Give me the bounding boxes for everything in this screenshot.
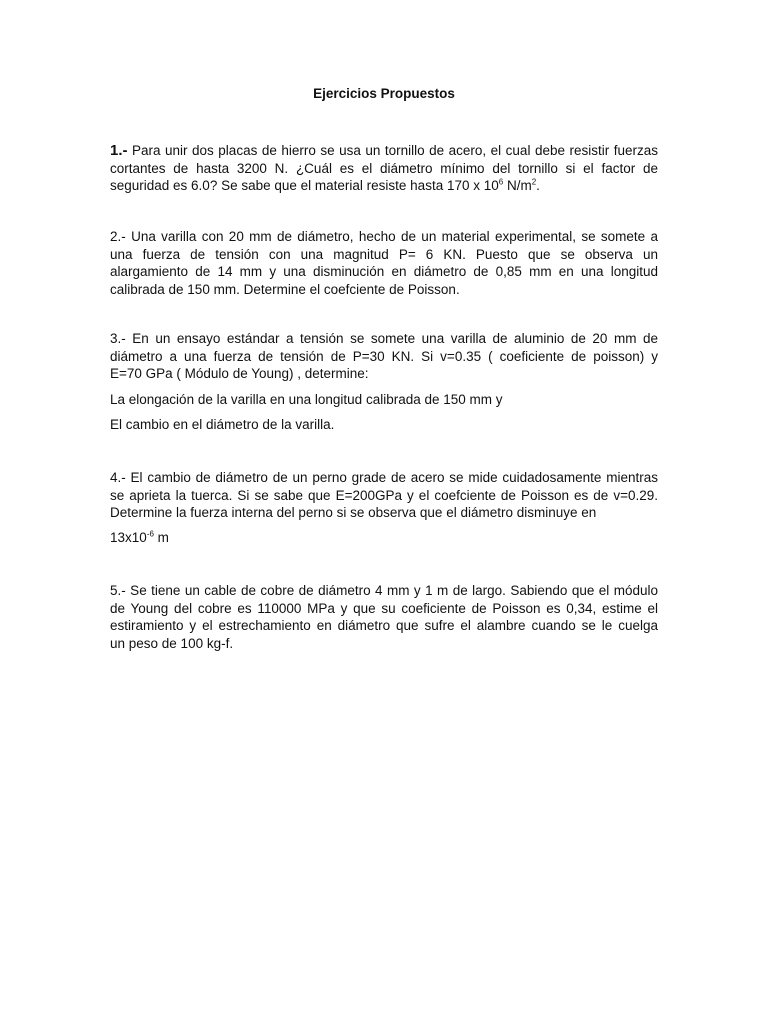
exercise-2-line-4: calibrada de 150 mm. Determine el coefciente de Poisson.	[110, 281, 460, 297]
exercise-1-unit-exponent: 2	[531, 177, 537, 187]
exercise-5-line-4: un peso de 100 kg-f.	[110, 635, 234, 651]
exercise-5-line-3: estiramiento y el estrechamiento en diámetro que sufre el alambre cuando se le cuelga	[110, 618, 658, 633]
exercise-1-line-3	[110, 177, 658, 195]
exercise-3	[110, 330, 658, 383]
exercise-4-line-3: Determine la fuerza interna del perno si se observa que el diámetro disminuye en	[110, 505, 597, 520]
exercise-4-value-exponent: -6	[146, 529, 154, 539]
exercise-3-line-2: diámetro a una fuerza de tensión de P=30 KN. Si v=0.35 ( coeficiente de poisson) y	[110, 348, 658, 364]
exercise-3-part-b: El cambio en el diámetro de la varilla.	[110, 417, 335, 432]
exercise-1	[110, 142, 658, 195]
exercise-4-line-1: 4.- El cambio de diámetro de un perno grade de acero se mide cuidadosamente mientras	[110, 470, 658, 485]
exercise-3-line-3: E=70 GPa ( Módulo de Young) , determine:	[110, 366, 369, 381]
exercise-2-line-3: alargamiento de 14 mm y una disminución en diámetro de 0,85 mm en una longitud	[110, 264, 658, 279]
exercise-2-line-2: una fuerza de tensión con una magnitud P= 6 KN. Puesto que se observa un	[110, 246, 658, 262]
exercise-5	[110, 582, 658, 652]
exercise-2	[110, 228, 658, 298]
exercise-1-unit: N/m	[503, 178, 532, 193]
exercise-4-value-unit: m	[153, 530, 169, 545]
exercise-5-line-1: 5.- Se tiene un cable de cobre de diámetro 4 mm y 1 m de largo. Sabiendo que el módulo	[110, 583, 658, 598]
exercise-1-text-3a: seguridad es 6.0? Se sabe que el material resiste hasta 170 x 10	[110, 178, 499, 193]
exercise-1-line-1	[110, 142, 658, 160]
exercise-5-line-2: de Young del cobre es 110000 MPa y que su coeficiente de Poisson es 0,34, estime el	[110, 600, 658, 616]
exercise-1-period: .	[536, 178, 540, 193]
document-title: Ejercicios Propuestos	[313, 86, 455, 101]
exercise-1-number: 1.-	[110, 142, 128, 159]
exercise-1-text-1: Para unir dos placas de hierro se usa un tornillo de acero, el cual debe resistir fuerzas	[132, 143, 658, 158]
exercise-4-value	[110, 529, 169, 547]
exercise-4-line-2: se aprieta la tuerca. Si se sabe que E=200GPa y el coefciente de Poisson es de v=0.29.	[110, 487, 658, 503]
exercise-3-part-a: La elongación de la varilla en una longitud calibrada de 150 mm y	[110, 392, 503, 407]
exercise-2-line-1: 2.- Una varilla con 20 mm de diámetro, hecho de un material experimental, se somete a	[110, 229, 658, 244]
exercise-3-line-1: 3.- En un ensayo estándar a tensión se somete una varilla de aluminio de 20 mm de	[110, 331, 658, 346]
exercise-1-exponent: 6	[498, 177, 504, 187]
exercise-4-value-base: 13x10	[110, 530, 147, 545]
exercise-4	[110, 469, 658, 522]
exercise-1-line-2: cortantes de hasta 3200 N. ¿Cuál es el diámetro mínimo del tornillo si el factor de	[110, 160, 658, 176]
